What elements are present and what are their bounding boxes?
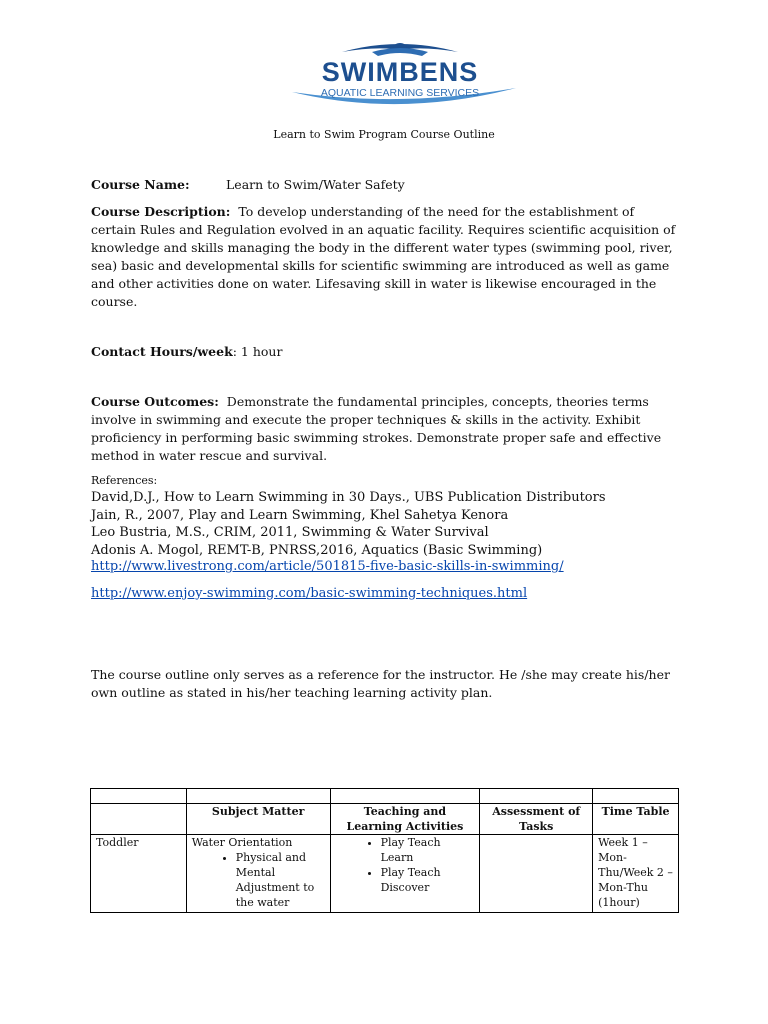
references-heading: References: (91, 474, 158, 487)
references-list (91, 489, 606, 559)
cell-assessment (480, 835, 593, 913)
swimbens-logo (272, 38, 528, 110)
table-header-assessment: Assessment of Tasks (480, 804, 593, 835)
contact-hours-row (91, 343, 282, 361)
cell-level: Toddler (91, 835, 187, 913)
reference-item: Adonis A. Mogol, REMT-B, PNRSS,2016, Aquatics (Basic Swimming) (91, 542, 543, 558)
reference-item: David,D.J., How to Learn Swimming in 30 Days., UBS Publication Distributors (91, 490, 606, 505)
subject-title: Water Orientation (191, 836, 293, 849)
reference-item: Leo Bustria, M.S., CRIM, 2011, Swimming & Water Survival (91, 525, 489, 540)
table-header-activities: Teaching and Learning Activities (330, 804, 480, 835)
cell-timetable: Week 1 – Mon-Thu/Week 2 –Mon-Thu (1hour) (593, 835, 679, 913)
course-outcomes-label: Course Outcomes: (91, 394, 219, 409)
contact-hours-label: Contact Hours/week (91, 344, 233, 359)
course-description-text: To develop understanding of the need for the establishment of certain Rules and Regulation evolved in an aquatic facility. Requires scientific acquisition of knowledge and skills managing the body in the different water types (swimming pool, river, sea) basic and developmental skills for scientific swimming are introduced as well as game and other activities done on water. Lifesaving skill in water is likewise encouraged in the course. (91, 204, 676, 309)
swimmer-logo-graphic (272, 38, 528, 110)
table-row (91, 835, 679, 913)
course-outcomes (91, 393, 681, 465)
logo-tagline-text: AQUATIC LEARNING SERVICES (320, 87, 480, 99)
table-header-timetable: Time Table (593, 804, 679, 835)
document-title: Learn to Swim Program Course Outline (273, 128, 495, 141)
course-name-label: Course Name: (91, 177, 190, 192)
course-name-row (91, 176, 405, 194)
table-header-level (91, 804, 187, 835)
activity-item: • Play Teach Discover (381, 865, 475, 895)
course-description (91, 203, 681, 311)
course-description-label: Course Description: (91, 204, 231, 219)
course-outline-table (90, 788, 679, 913)
subject-item: • Physical and Mental Adjustment to the water (236, 850, 325, 910)
contact-hours-value: : 1 hour (232, 344, 283, 359)
course-outcomes-text: Demonstrate the fundamental principles, concepts, theories terms involve in swimming and execute the proper techniques & skills in the activity. Exhibit proficiency in performing basic swimming strokes. Demonstrate proper safe and effective method in water rescue and survival. (91, 394, 662, 463)
table-header-subject: Subject Matter (186, 804, 330, 835)
reference-item: Jain, R., 2007, Play and Learn Swimming, Khel Sahetya Kenora (91, 507, 509, 523)
subject-list (192, 850, 325, 910)
logo-brand-text: SWIMBENS (321, 57, 479, 87)
activities-list (336, 835, 475, 895)
outline-note: The course outline only serves as a reference for the instructor. He /she may create his/her own outline as stated in his/her teaching learning activity plan. (91, 667, 670, 700)
course-name-value: Learn to Swim/Water Safety (226, 177, 405, 192)
cell-subject (186, 835, 330, 913)
cell-activities (330, 835, 480, 913)
activity-item: • Play Teach Learn (381, 835, 475, 865)
table-header-row (91, 804, 679, 835)
table-blank-row (91, 789, 679, 804)
enjoy-swimming-link[interactable]: http://www.enjoy-swimming.com/basic-swimming-techniques.html (91, 586, 528, 601)
livestrong-link[interactable]: http://www.livestrong.com/article/501815-five-basic-skills-in-swimming/ (91, 559, 564, 574)
